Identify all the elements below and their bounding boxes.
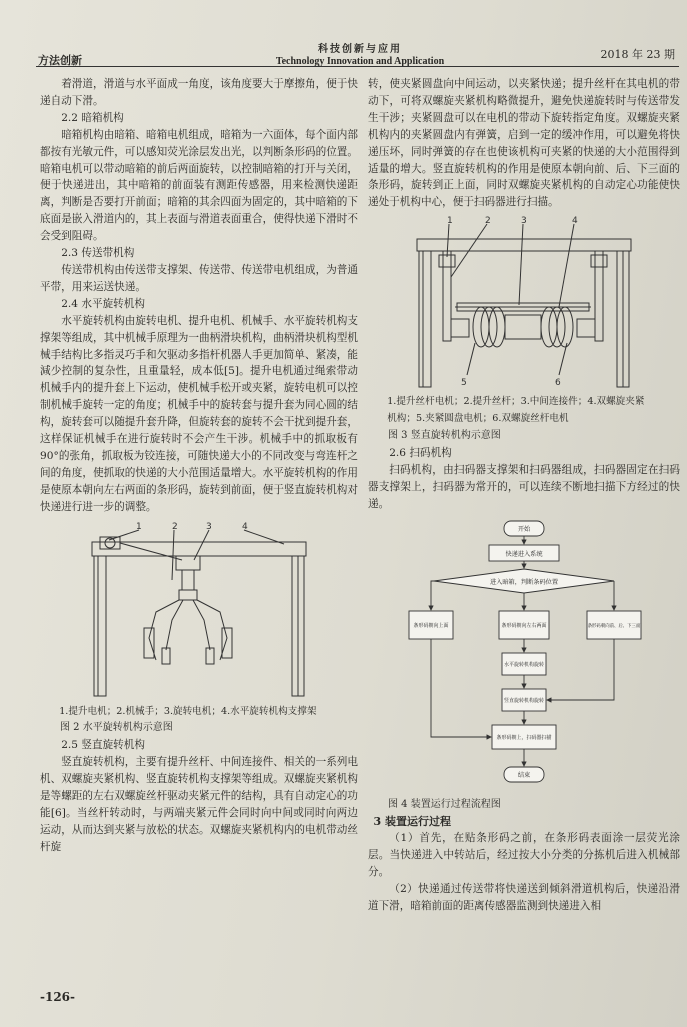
right-column [368,76,680,915]
header-journal-title-cn: 科技创新与应用 [318,44,402,55]
section-heading-2-2: 2.2 暗箱机构 [61,111,124,124]
paragraph-3-1: （1）首先，在贴条形码之前，在条形码表面涂一层荧光涂层。当快递进入中转站后，经过按大小分类的分拣机后进入机械部分。 [368,832,680,879]
figure-2-legend: 1.提升电机；2.机械手；3.旋转电机；4.水平旋转机构支撑架 [59,705,317,717]
paragraph-continued-right: 转，使夹紧圆盘向中间运动，以夹紧快递；提升丝杆在其电机的带动下，可将双螺旋夹紧机构略微提升，避免快递旋转时与传送带发生干涉；夹紧圆盘可以在电机的带动下旋转指定角度。双螺旋夹紧机构内的夹紧圆盘内有弹簧，启到一定的缓冲作用，可以避免将快递压坏，同时弹簧的存在也使该机构可夹紧的快递的大小范围得到适量的增大。竖直旋转机构的作用是使原本朝向前、后、下三面的条形码，旋转到正上面，同时双螺旋夹紧机构的自动定心功能使快递处于机构中心，便于扫码器进行扫描。 [368,78,680,209]
paragraph-2-5: 竖直旋转机构，主要有提升丝杆、中间连接件、相关的一系列电机、双螺旋夹紧机构、竖直旋转机构支撑架等组成。双螺旋夹紧机构是等螺距的左右双螺旋丝杆驱动夹紧元件的结构，具有自动定心的功能[6]。当丝杆转动时，与两端夹紧元件会同时向中间或同时向两边运动，从而达到夹紧与放松的状态。双螺旋夹紧机构内的电机带动丝杆旋 [40,756,358,853]
figure-2-label-2: 2 [172,521,178,532]
paragraph-3-2: （2）快递通过传送带将快递送到倾斜滑道机构后，快递沿滑道下滑，暗箱前面的距离传感器监测到快递进入相 [368,883,680,913]
section-heading-3: 3 装置运行过程 [373,814,451,828]
figure-3-caption: 图 3 竖直旋转机构示意图 [388,430,501,442]
flow-top-text: 条形码朝向上面 [413,622,449,629]
flow-hrot-text: 水平旋转机构旋转 [503,661,545,668]
figure-3-label-3: 3 [521,216,527,227]
figure-3-label-2: 2 [485,216,491,227]
figure-4-caption: 图 4 装置运行过程流程图 [388,798,501,810]
header-rule [36,66,679,67]
header-section-label: 方法创新 [38,54,82,67]
flow-scan-text: 条形码朝上，扫码器扫描 [496,734,552,741]
figure-3-label-4: 4 [572,216,578,227]
section-heading-2-6: 2.6 扫码机构 [389,446,452,459]
flow-frontback-text: 条形码朝向前、后、下三面 [587,623,641,629]
figure-2-label-1: 1 [136,521,142,532]
section-heading-2-4: 2.4 水平旋转机构 [61,297,145,310]
figure-2-label-4: 4 [242,521,248,532]
figure-3-label-5: 5 [461,378,467,389]
figure-3-label-1: 1 [447,216,453,227]
flow-enter-text: 快递进入系统 [505,550,543,558]
header-journal-title-en: Technology Innovation and Application [275,56,445,67]
figure-2-label-3: 3 [206,521,212,532]
header-issue: 2018 年 23 期 [600,48,675,61]
paragraph-continued: 着滑道，滑道与水平面成一角度，该角度要大于摩擦角，便于快递自动下滑。 [40,78,358,107]
figure-3-vertical-rotation-diagram [409,215,639,390]
paragraph-2-4: 水平旋转机构由旋转电机、提升电机、机械手、水平旋转机构支撑架等组成，其中机械手原理为一曲柄滑块机构，曲柄滑块机构型机械手结构比多指灵巧手和欠驱动多指杆机器人手更加简单、紧凑，能減少控制的复杂性，且重量轻，成本低[5]。提升电机通过绳索带动机械手内的提升套上下运动，使机械手松开或夹紧，旋转电机可以控制机械手旋转一定的角度；机械手中的旋转套与提升套为同心圆的结构，旋转套可以随提升套升降，但旋转套的旋转不会干扰到提升套，这样保证机械手在进行旋转时不会产生干涉。机械手中的抓取板有90°的张角，抓取板为铰连接，可随快递大小的不同改变与弯连杆之间的角度，使抓取的快递的大小范围适量增大。水平旋转机构的作用是使原本朝向左右两面的条形码，旋转到前面，便于竖直旋转机构对快递进行进一步的调整。 [40,314,358,513]
section-heading-2-5: 2.5 竖直旋转机构 [61,739,145,752]
figure-3-legend-line1: 1.提升丝杆电机；2.提升丝杆；3.中间连接件；4.双螺旋夹紧 [387,396,645,408]
paragraph-2-3: 传送带机构由传送带支撑架、传送带、传送带电机组成，为普通平带，用来运送快递。 [40,263,358,293]
flow-end-text: 结束 [517,771,531,779]
flow-decision-text: 进入暗箱，判断条码位置 [489,578,559,586]
figure-2-caption: 图 2 水平旋转机构示意图 [60,722,173,734]
figure-3-legend-line2: 机构；5.夹紧圆盘电机；6.双螺旋丝杆电机 [387,413,569,425]
left-column [40,76,358,856]
figure-3-label-6: 6 [555,378,561,389]
page-number: -126- [40,990,76,1004]
paragraph-2-6: 扫码机构，由扫码器支撑架和扫码器组成，扫码器固定在扫码器支撑架上，扫码器为常开的，可以连续不断地扫描下方经过的快递。 [368,463,680,510]
header-journal-title [250,40,470,67]
figure-2-horizontal-rotation-diagram [84,520,314,700]
flow-leftright-text: 条形码朝向左右两面 [501,622,547,629]
section-heading-2-3: 2.3 传送带机构 [61,247,135,260]
figure-4-flowchart [399,517,649,793]
flow-vrot-text: 竖直旋转机构旋转 [503,697,545,704]
paragraph-2-2: 暗箱机构由暗箱、暗箱电机组成，暗箱为一六面体，每个面内部都按有光敏元件，可以感知荧光涂层发出光，以判断条形码的位置。暗箱电机可以带动暗箱的前后两面旋转，以控制暗箱的打开与关闭，便于快递进出，其中暗箱的前面装有测距传感器，用来检测快递距离，判断是否要打开前面；暗箱的其余四面为固定的，其中暗箱的下底面是嵌入滑道内的，其上表面与滑道表面重合，使得快递下滑时不会受到阻碍。 [40,128,358,243]
flow-start-text: 开始 [517,525,531,533]
